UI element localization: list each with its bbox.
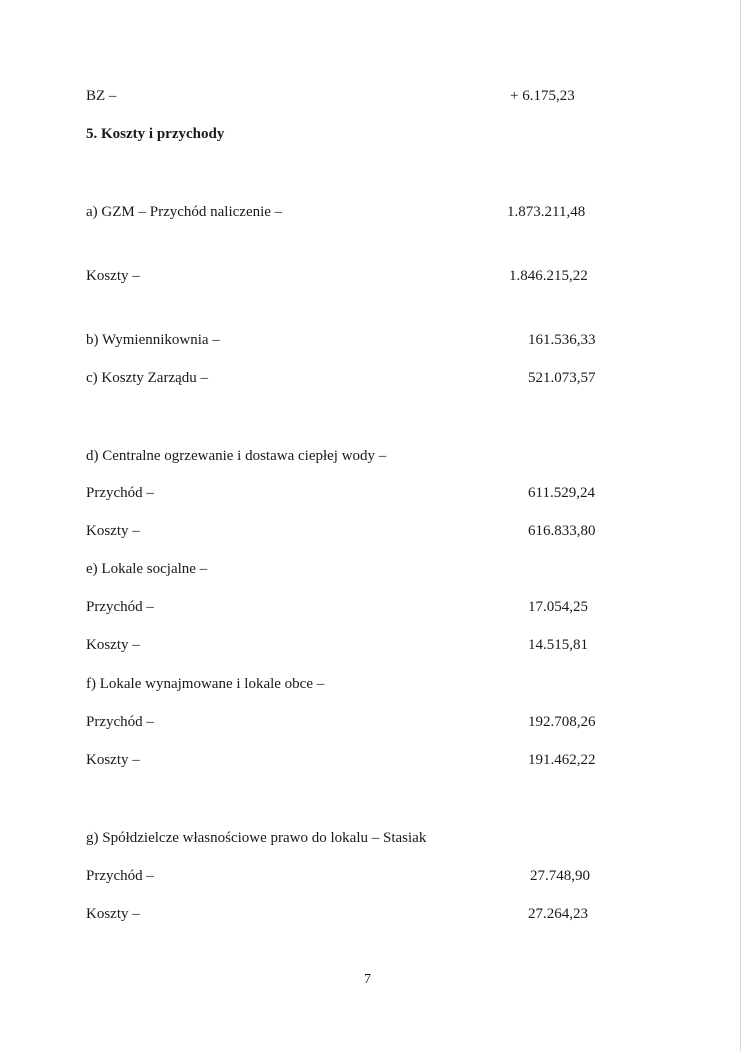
row-label-co-koszty: Koszty – — [86, 523, 140, 539]
row-label-lokale-wynajmowane: f) Lokale wynajmowane i lokale obce – — [86, 676, 325, 692]
row-label-lw-koszty: Koszty – — [86, 752, 140, 768]
row-label-koszty-zarzadu: c) Koszty Zarządu – — [86, 370, 209, 386]
row-value-ls-przychod: 17.054,25 — [528, 599, 588, 615]
row-value-koszty-zarzadu: 521.073,57 — [528, 370, 596, 386]
row-value-lw-przychod: 192.708,26 — [528, 714, 596, 730]
row-label-lokale-socjalne: e) Lokale socjalne – — [86, 561, 208, 577]
row-label-gzm-koszty: Koszty – — [86, 268, 140, 284]
row-label-centralne-ogrzewanie: d) Centralne ogrzewanie i dostawa ciepłej wody – — [86, 448, 387, 464]
row-label-ls-przychod: Przychód – — [86, 599, 154, 615]
row-value-co-koszty: 616.833,80 — [528, 523, 596, 539]
row-label-wymiennikownia: b) Wymiennikownia – — [86, 332, 220, 348]
row-label-sp-koszty: Koszty – — [86, 906, 140, 922]
bz-value: + 6.175,23 — [510, 88, 575, 104]
row-label-lw-przychod: Przychód – — [86, 714, 154, 730]
row-label-ls-koszty: Koszty – — [86, 637, 140, 653]
bz-label: BZ – — [86, 88, 117, 104]
page-number-text: 7 — [364, 972, 371, 987]
row-value-sp-koszty: 27.264,23 — [528, 906, 588, 922]
row-value-sp-przychod: 27.748,90 — [530, 868, 590, 884]
row-value-lw-koszty: 191.462,22 — [528, 752, 596, 768]
row-value-gzm-koszty: 1.846.215,22 — [509, 268, 588, 284]
row-label-spoldzielcze-prawo: g) Spółdzielcze własnościowe prawo do lokalu – Stasiak — [86, 830, 427, 846]
page-number — [0, 972, 743, 988]
section-title: 5. Koszty i przychody — [86, 126, 225, 142]
row-label-sp-przychod: Przychód – — [86, 868, 154, 884]
row-value-wymiennikownia: 161.536,33 — [528, 332, 596, 348]
row-label-gzm-przychod: a) GZM – Przychód naliczenie – — [86, 204, 283, 220]
page-edge-line — [740, 0, 741, 1051]
row-label-co-przychod: Przychód – — [86, 485, 154, 501]
row-value-gzm-przychod: 1.873.211,48 — [507, 204, 586, 220]
row-value-co-przychod: 611.529,24 — [528, 485, 595, 501]
row-value-ls-koszty: 14.515,81 — [528, 637, 588, 653]
